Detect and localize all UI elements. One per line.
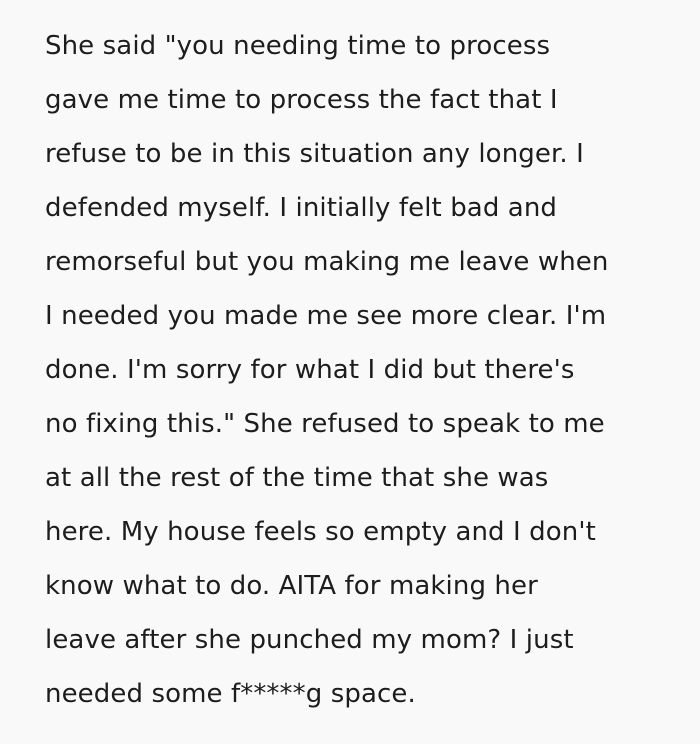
post-text-line-13: needed some f*****g space.: [45, 679, 416, 709]
post-text-line-5: remorseful but you making me leave when: [45, 247, 609, 277]
post-text-line-6: I needed you made me see more clear. I'm: [45, 301, 607, 331]
post-text-line-12: leave after she punched my mom? I just: [45, 625, 574, 655]
post-text-line-11: know what to do. AITA for making her: [45, 571, 538, 601]
post-text-line-8: no fixing this." She refused to speak to me: [45, 409, 605, 439]
post-text-line-10: here. My house feels so empty and I don't: [45, 517, 596, 547]
post-text-line-3: refuse to be in this situation any longer. I: [45, 139, 584, 169]
post-text-line-9: at all the rest of the time that she was: [45, 463, 549, 493]
post-text-line-4: defended myself. I initially felt bad and: [45, 193, 558, 223]
post-text-line-7: done. I'm sorry for what I did but there's: [45, 355, 575, 385]
post-text-line-2: gave me time to process the fact that I: [45, 85, 558, 115]
post-text-line-1: She said "you needing time to process: [45, 31, 551, 61]
